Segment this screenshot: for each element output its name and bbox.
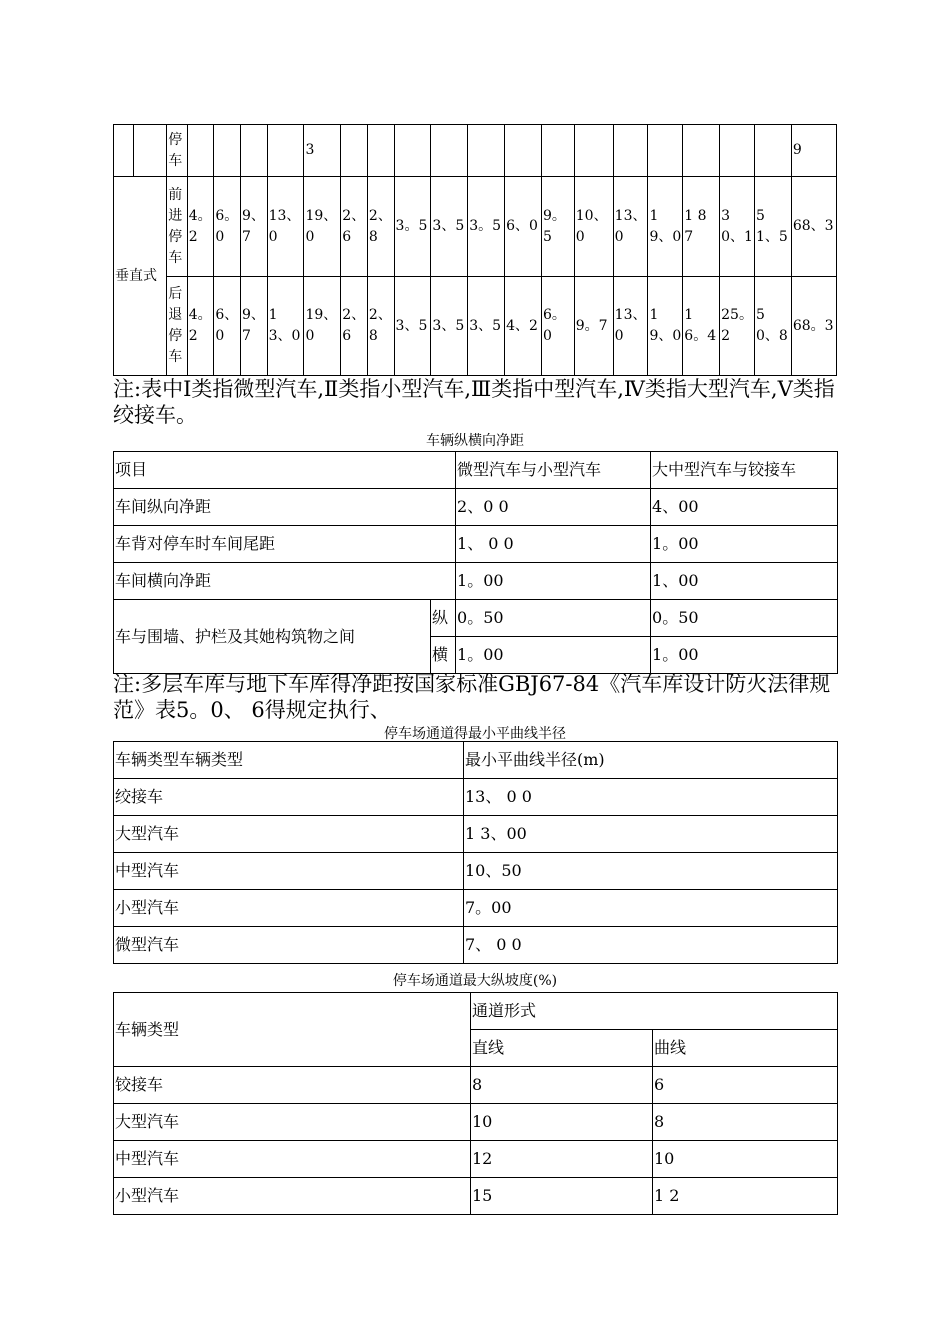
- table-cell: 1 3、00: [464, 816, 838, 853]
- table-cell: [394, 125, 431, 177]
- table-row: [114, 1178, 838, 1215]
- table-cell: [367, 125, 394, 177]
- table-row: [114, 600, 838, 637]
- table-cell: 1。00: [651, 637, 838, 674]
- table-cell: 4。2: [187, 177, 214, 277]
- table-cell: 9、7: [240, 277, 267, 376]
- table-cell: 0。50: [651, 600, 838, 637]
- table-cell: 4、00: [651, 489, 838, 526]
- table-cell: 3、5: [468, 277, 505, 376]
- table-cell: 13、0: [613, 177, 648, 277]
- table-cell: 13、 0 0: [464, 779, 838, 816]
- table-cell: 68、3: [791, 177, 836, 277]
- table-cell: [214, 125, 241, 177]
- table-cell: 3: [304, 125, 341, 177]
- table-cell: 7、 0 0: [464, 927, 838, 964]
- table-row: [114, 277, 837, 376]
- table-cell: 2、6: [341, 177, 368, 277]
- row-label: 车间横向净距: [114, 563, 456, 600]
- table-cell: 2、8: [367, 277, 394, 376]
- table-cell: 9: [791, 125, 836, 177]
- row-label: 大型汽车: [114, 816, 464, 853]
- table-row: [114, 526, 838, 563]
- table-cell: 7。00: [464, 890, 838, 927]
- row-label: 车背对停车时车间尾距: [114, 526, 456, 563]
- table-cell: [468, 125, 505, 177]
- table-header-row: [114, 452, 838, 489]
- row-label: 前进停车: [167, 177, 187, 277]
- max-grade-table: [113, 992, 838, 1215]
- table-cell: 19、0: [304, 177, 341, 277]
- table-cell: 8: [653, 1104, 838, 1141]
- table-cell: 19、0: [304, 277, 341, 376]
- table-cell: 6。0: [541, 277, 574, 376]
- table-cell: 10: [471, 1104, 653, 1141]
- table-row: [114, 1067, 838, 1104]
- header-cell: 直线: [471, 1030, 653, 1067]
- header-cell: 项目: [114, 452, 456, 489]
- table-cell: [720, 125, 755, 177]
- table-row: [114, 563, 838, 600]
- table-row: [114, 779, 838, 816]
- header-cell: 最小平曲线半径(m): [464, 742, 838, 779]
- header-cell: 大中型汽车与铰接车: [651, 452, 838, 489]
- table-row: [114, 816, 838, 853]
- table-cell: 13、0: [267, 177, 304, 277]
- table-cell: 6。0: [214, 177, 241, 277]
- row-label: 中型汽车: [114, 853, 464, 890]
- row-label: 停车: [167, 125, 187, 177]
- table-cell: 1 9、0: [648, 277, 683, 376]
- caption-clearance: 车辆纵横向净距: [426, 433, 524, 449]
- table-cell: 10: [653, 1141, 838, 1178]
- row-label: 大型汽车: [114, 1104, 471, 1141]
- table-cell: 3 0、1: [720, 177, 755, 277]
- row-label: 绞接车: [114, 779, 464, 816]
- table-cell: 9、7: [240, 177, 267, 277]
- table-cell: 6: [653, 1067, 838, 1104]
- table-cell: [187, 125, 214, 177]
- table-cell: 3、5: [431, 277, 468, 376]
- table-cell: 5 1、5: [754, 177, 791, 277]
- table-row: [114, 1141, 838, 1178]
- table-cell: 2、8: [367, 177, 394, 277]
- table-cell: 1 6。4: [683, 277, 720, 376]
- note-fire-code: 注:多层车库与地下车库得净距按国家标准GBJ67-84《汽车库设计防火法律规范》表5。0、 6得规定执行、: [113, 672, 831, 722]
- clearance-table: [113, 451, 838, 674]
- table-cell: [267, 125, 304, 177]
- table-cell: 1 9、0: [648, 177, 683, 277]
- table-cell: 0。50: [456, 600, 651, 637]
- header-cell: 曲线: [653, 1030, 838, 1067]
- table-cell: 1、00: [651, 563, 838, 600]
- table-cell: [341, 125, 368, 177]
- table-cell: 1、 0 0: [456, 526, 651, 563]
- row-label: 后退停车: [167, 277, 187, 376]
- table-cell: 10、0: [574, 177, 613, 277]
- note-vehicle-classes: 注:表中Ⅰ类指微型汽车,Ⅱ类指小型汽车,Ⅲ类指中型汽车,Ⅳ类指大型汽车,Ⅴ类指绞接车。: [113, 377, 835, 427]
- table-header-row: [114, 742, 838, 779]
- row-label: 小型汽车: [114, 1178, 471, 1215]
- table-cell: 15: [471, 1178, 653, 1215]
- min-radius-table: [113, 741, 838, 964]
- header-cell: 车辆类型车辆类型: [114, 742, 464, 779]
- table-cell: 6、0: [505, 177, 542, 277]
- parking-dimension-table: [113, 124, 837, 376]
- caption-max-grade: 停车场通道最大纵坡度(%): [392, 973, 558, 989]
- table-cell: [240, 125, 267, 177]
- table-header-row: [114, 993, 838, 1030]
- table-cell: 1。00: [456, 637, 651, 674]
- table-row: [114, 177, 837, 277]
- table-row: [114, 489, 838, 526]
- table-cell: 6、0: [214, 277, 241, 376]
- header-cell: 车辆类型: [114, 993, 471, 1067]
- header-cell: 微型汽车与小型汽车: [456, 452, 651, 489]
- table-cell: 2、6: [341, 277, 368, 376]
- table-cell: 8: [471, 1067, 653, 1104]
- blank-cell: [114, 125, 134, 177]
- table-cell: 1 2: [653, 1178, 838, 1215]
- caption-min-radius: 停车场通道得最小平曲线半径: [384, 726, 566, 742]
- table-cell: 1 8 7: [683, 177, 720, 277]
- table-cell: [541, 125, 574, 177]
- table-cell: 3、5: [394, 277, 431, 376]
- row-label: 微型汽车: [114, 927, 464, 964]
- blank-cell: [134, 125, 167, 177]
- row-label: 小型汽车: [114, 890, 464, 927]
- table-cell: [754, 125, 791, 177]
- table-cell: [683, 125, 720, 177]
- table-row: [114, 853, 838, 890]
- table-cell: [574, 125, 613, 177]
- table-cell: 1。00: [456, 563, 651, 600]
- table-cell: 25。2: [720, 277, 755, 376]
- table-cell: 9。7: [574, 277, 613, 376]
- table-cell: 1 3、0: [267, 277, 304, 376]
- sub-label: 纵: [431, 600, 456, 637]
- table-row: [114, 927, 838, 964]
- table-cell: 3。5: [394, 177, 431, 277]
- table-cell: 2、0 0: [456, 489, 651, 526]
- row-label: 车与围墙、护栏及其她构筑物之间: [114, 600, 431, 674]
- table-cell: [613, 125, 648, 177]
- table-cell: [505, 125, 542, 177]
- table-cell: [648, 125, 683, 177]
- row-label: 铰接车: [114, 1067, 471, 1104]
- table-cell: 5 0、8: [754, 277, 791, 376]
- table-cell: 10、50: [464, 853, 838, 890]
- table-cell: 3、5: [431, 177, 468, 277]
- table-cell: 4、2: [505, 277, 542, 376]
- row-label: 车间纵向净距: [114, 489, 456, 526]
- table-cell: 68。3: [791, 277, 836, 376]
- header-cell: 通道形式: [471, 993, 838, 1030]
- table-row: [114, 1104, 838, 1141]
- table-cell: 9。5: [541, 177, 574, 277]
- table-row: [114, 125, 837, 177]
- sub-label: 横: [431, 637, 456, 674]
- table-cell: 1。00: [651, 526, 838, 563]
- table-cell: 12: [471, 1141, 653, 1178]
- table-cell: 4。2: [187, 277, 214, 376]
- table-cell: 3。5: [468, 177, 505, 277]
- table-cell: 13、0: [613, 277, 648, 376]
- table-cell: [431, 125, 468, 177]
- table-row: [114, 890, 838, 927]
- group-label: 垂直式: [114, 177, 167, 376]
- row-label: 中型汽车: [114, 1141, 471, 1178]
